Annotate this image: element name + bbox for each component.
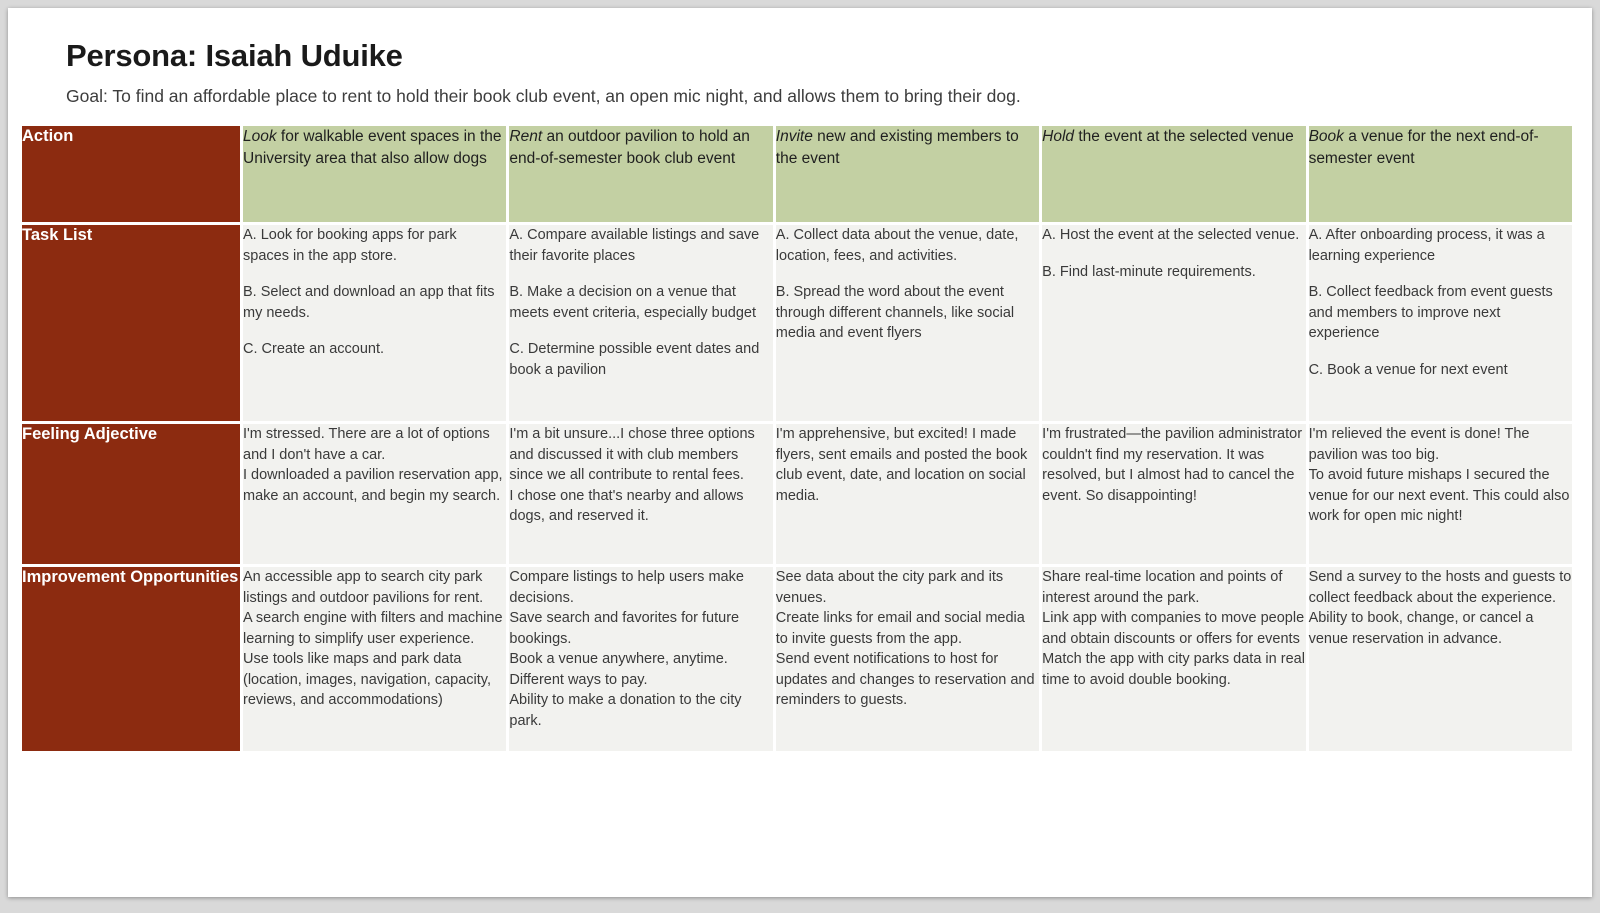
task-cell-4 xyxy=(1042,225,1305,421)
task-item: C. Book a venue for next event xyxy=(1308,361,1508,378)
improvement-item: Use tools like maps and park data (location, images, navigation, capacity, reviews, and accommodations) xyxy=(243,651,491,709)
row-label-action: Action xyxy=(22,126,240,222)
journey-map-table xyxy=(19,123,1575,754)
action-lead-3: Invite xyxy=(775,128,813,145)
action-cell-4 xyxy=(1042,126,1305,222)
feeling-cell-4 xyxy=(1042,424,1305,564)
row-label-improvement-opportunities: Improvement Opportunities xyxy=(22,567,240,751)
improvement-item: Save search and favorites for future bookings. xyxy=(509,610,740,647)
action-cell-2 xyxy=(509,126,772,222)
task-item: C. Create an account. xyxy=(243,341,385,358)
improvement-cell-4 xyxy=(1042,567,1305,751)
feeling-cell-2 xyxy=(509,424,772,564)
feeling-item: I'm a bit unsure...I chose three options and discussed it with club members since we all contribute to rental fees. xyxy=(509,426,755,484)
action-lead-5: Book xyxy=(1308,128,1344,145)
feeling-cell-3 xyxy=(776,424,1039,564)
task-item: B. Make a decision on a venue that meets event criteria, especially budget xyxy=(509,284,757,321)
page-title: Persona: Isaiah Uduike xyxy=(66,38,403,73)
task-item: A. After onboarding process, it was a learning experience xyxy=(1308,227,1545,264)
feeling-item: I chose one that's nearby and allows dogs, and reserved it. xyxy=(509,487,744,525)
improvement-item: Book a venue anywhere, anytime. xyxy=(509,651,728,668)
feeling-cell-1 xyxy=(243,424,506,564)
improvement-item: A search engine with filters and machine learning to simplify user experience. xyxy=(243,610,503,647)
table-row-task-list xyxy=(22,225,1572,421)
improvement-item: Send a survey to the hosts and guests to collect feedback about the experience. xyxy=(1308,569,1572,606)
feeling-item: To avoid future mishaps I secured the venue for our next event. This could also work for open mic night! xyxy=(1308,467,1570,525)
improvement-item: Ability to make a donation to the city park. xyxy=(509,692,742,730)
table-row-action xyxy=(22,126,1572,222)
row-label-feeling-adjective: Feeling Adjective xyxy=(22,424,240,564)
improvement-item: An accessible app to search city park listings and outdoor pavilions for rent. xyxy=(243,569,484,606)
feeling-item: I'm stressed. There are a lot of options and I don't have a car. xyxy=(243,426,490,463)
table-row-feeling-adjective xyxy=(22,424,1572,564)
action-rest-2: an outdoor pavilion to hold an end-of-semester book club event xyxy=(509,128,750,168)
task-item: A. Host the event at the selected venue. xyxy=(1042,227,1300,243)
task-item: B. Spread the word about the event through different channels, like social media and event flyers xyxy=(775,284,1015,342)
task-item: B. Collect feedback from event guests and members to improve next experience xyxy=(1308,284,1553,342)
improvement-item: Ability to book, change, or cancel a venue reservation in advance. xyxy=(1308,610,1534,647)
improvement-item: Create links for email and social media to invite guests from the app. xyxy=(775,610,1025,647)
feeling-item: I'm apprehensive, but excited! I made flyers, sent emails and posted the book club event, date, and location on social media. xyxy=(775,426,1028,504)
action-lead-2: Rent xyxy=(509,128,543,145)
improvement-item: Different ways to pay. xyxy=(509,671,648,688)
improvement-item: Send event notifications to host for updates and changes to reservation and reminders to guests. xyxy=(775,651,1035,709)
persona-journey-map-page xyxy=(8,8,1592,897)
improvement-item: Match the app with city parks data in real time to avoid double booking. xyxy=(1042,651,1305,688)
task-cell-2 xyxy=(509,225,772,421)
improvement-item: See data about the city park and its venues. xyxy=(775,569,1004,606)
improvement-cell-5 xyxy=(1309,567,1572,751)
table-row-improvement-opportunities xyxy=(22,567,1572,751)
task-item: C. Determine possible event dates and book a pavilion xyxy=(509,341,760,378)
task-cell-5 xyxy=(1309,225,1572,421)
feeling-item: I'm frustrated—the pavilion administrator couldn't find my reservation. It was resolved, but I almost had to cancel the event. So disappointing! xyxy=(1042,426,1303,504)
action-cell-1 xyxy=(243,126,506,222)
improvement-item: Share real-time location and points of interest around the park. xyxy=(1042,569,1283,606)
persona-goal: Goal: To find an affordable place to rent to hold their book club event, an open mic night, and allows them to bring their dog. xyxy=(66,86,1021,106)
improvement-cell-3 xyxy=(776,567,1039,751)
row-label-task-list: Task List xyxy=(22,225,240,421)
action-lead-1: Look xyxy=(243,128,277,145)
task-cell-1 xyxy=(243,225,506,421)
action-rest-3: new and existing members to the event xyxy=(775,128,1019,168)
feeling-item: I'm relieved the event is done! The pavilion was too big. xyxy=(1308,426,1530,463)
improvement-item: Link app with companies to move people and obtain discounts or offers for events xyxy=(1042,610,1305,647)
action-cell-5 xyxy=(1309,126,1572,222)
action-lead-4: Hold xyxy=(1042,128,1075,145)
task-item: A. Compare available listings and save their favorite places xyxy=(509,227,760,264)
action-rest-4: the event at the selected venue xyxy=(1074,128,1294,145)
action-cell-3 xyxy=(776,126,1039,222)
action-rest-1: for walkable event spaces in the University area that also allow dogs xyxy=(243,128,502,168)
task-item: B. Select and download an app that fits my needs. xyxy=(243,284,495,321)
task-item: A. Look for booking apps for park spaces in the app store. xyxy=(243,227,457,264)
improvement-item: Compare listings to help users make decisions. xyxy=(509,569,744,606)
feeling-cell-5 xyxy=(1309,424,1572,564)
improvement-cell-2 xyxy=(509,567,772,751)
action-rest-5: a venue for the next end-of-semester event xyxy=(1308,128,1539,168)
improvement-cell-1 xyxy=(243,567,506,751)
task-item: B. Find last-minute requirements. xyxy=(1042,263,1256,280)
task-cell-3 xyxy=(776,225,1039,421)
page-header xyxy=(8,8,1592,107)
task-item: A. Collect data about the venue, date, location, fees, and activities. xyxy=(775,227,1019,264)
feeling-item: I downloaded a pavilion reservation app, make an account, and begin my search. xyxy=(243,467,503,504)
